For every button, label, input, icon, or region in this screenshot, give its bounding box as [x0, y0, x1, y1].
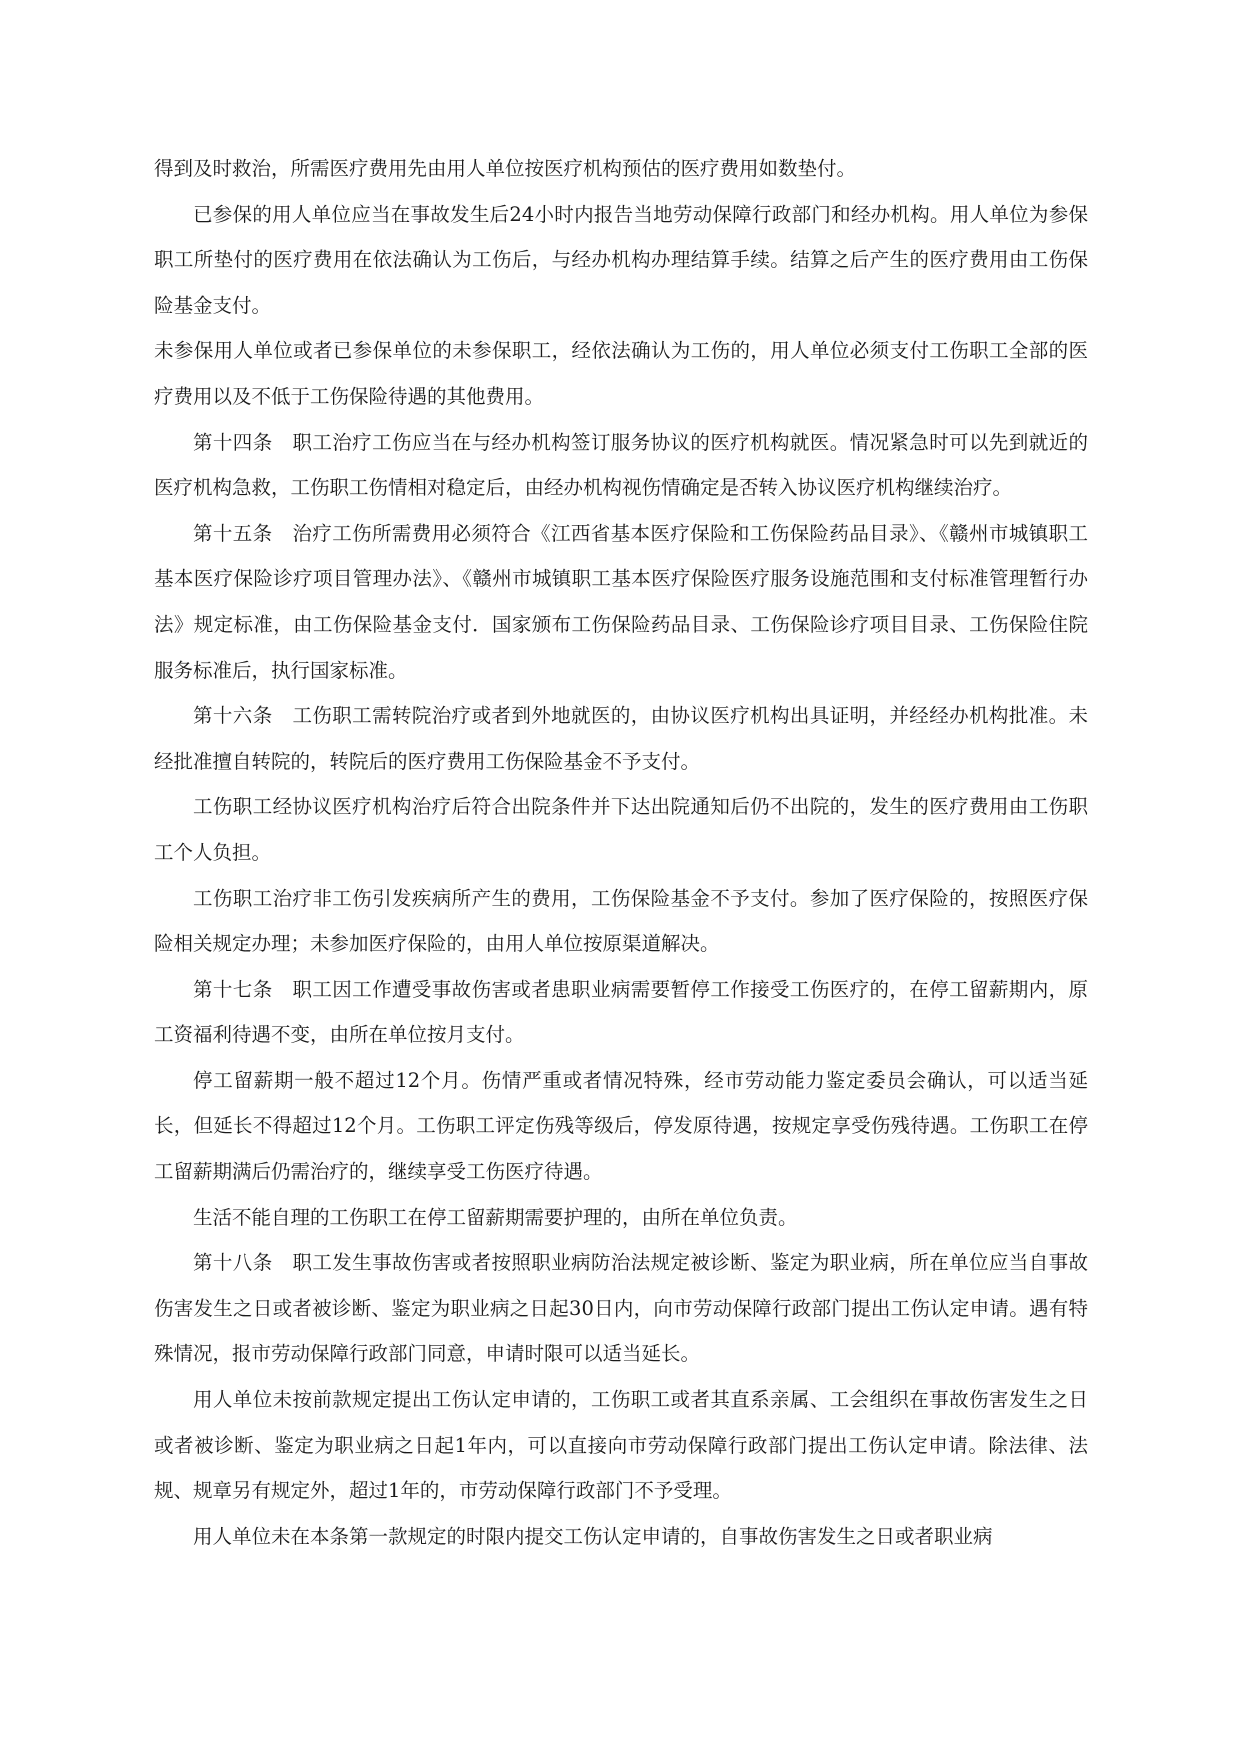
article-18: 第十八条 职工发生事故伤害或者按照职业病防治法规定被诊断、鉴定为职业病，所在单位应当自事故伤害发生之日或者被诊断、鉴定为职业病之日起30日内，向市劳动保障行政部门提出工伤认定申请。遇有特殊情况，报市劳动保障行政部门同意，申请时限可以适当延长。 [154, 1251, 1088, 1366]
paragraph-10: 停工留薪期一般不超过12个月。伤情严重或者情况特殊，经市劳动能力鉴定委员会确认，可以适当延长，但延长不得超过12个月。工伤职工评定伤残等级后，停发原待遇，按规定享受伤残待遇。工伤职工在停工留薪期满后仍需治疗的，继续享受工伤医疗待遇。 [154, 1068, 1088, 1184]
paragraph-2: 已参保的用人单位应当在事故发生后24小时内报告当地劳动保障行政部门和经办机构。用人单位为参保职工所垫付的医疗费用在依法确认为工伤后，与经办机构办理结算手续。结算之后产生的医疗费用由工伤保险基金支付。 [154, 202, 1088, 317]
article-16: 第十六条 工伤职工需转院治疗或者到外地就医的，由协议医疗机构出具证明，并经经办机构批准。未经批准擅自转院的，转院后的医疗费用工伤保险基金不予支付。 [154, 704, 1088, 773]
article-17: 第十七条 职工因工作遭受事故伤害或者患职业病需要暂停工作接受工伤医疗的，在停工留薪期内，原工资福利待遇不变，由所在单位按月支付。 [154, 977, 1088, 1047]
document-page [154, 146, 1088, 1559]
article-15: 第十五条 治疗工伤所需费用必须符合《江西省基本医疗保险和工伤保险药品目录》、《赣州市城镇职工基本医疗保险诊疗项目管理办法》、《赣州市城镇职工基本医疗保险医疗服务设施范围和支付标准管理暂行办法》规定标准，由工伤保险基金支付．国家颁布工伤保险药品目录、工伤保险诊疗项目目录、工伤保险住院服务标准后，执行国家标准。 [154, 521, 1088, 682]
paragraph-1: 得到及时救治，所需医疗费用先由用人单位按医疗机构预估的医疗费用如数垫付。 [154, 157, 857, 180]
paragraph-3: 未参保用人单位或者已参保单位的未参保职工，经依法确认为工伤的，用人单位必须支付工伤职工全部的医疗费用以及不低于工伤保险待遇的其他费用。 [154, 339, 1088, 408]
paragraph-11: 生活不能自理的工伤职工在停工留薪期需要护理的，由所在单位负责。 [193, 1205, 798, 1229]
paragraph-8: 工伤职工治疗非工伤引发疾病所产生的费用，工伤保险基金不予支付。参加了医疗保险的，按照医疗保险相关规定办理；未参加医疗保险的，由用人单位按原渠道解决。 [154, 886, 1088, 956]
paragraph-7: 工伤职工经协议医疗机构治疗后符合出院条件并下达出院通知后仍不出院的，发生的医疗费用由工伤职工个人负担。 [154, 795, 1088, 864]
article-14: 第十四条 职工治疗工伤应当在与经办机构签订服务协议的医疗机构就医。情况紧急时可以先到就近的医疗机构急救，工伤职工伤情相对稳定后，由经办机构视伤情确定是否转入协议医疗机构继续治疗。 [154, 430, 1088, 500]
paragraph-13: 用人单位未按前款规定提出工伤认定申请的，工伤职工或者其直系亲属、工会组织在事故伤害发生之日或者被诊断、鉴定为职业病之日起1年内，可以直接向市劳动保障行政部门提出工伤认定申请。除法律、法规、规章另有规定外，超过1年的，市劳动保障行政部门不予受理。 [154, 1388, 1088, 1503]
paragraph-14: 用人单位未在本条第一款规定的时限内提交工伤认定申请的，自事故伤害发生之日或者职业病 [193, 1524, 993, 1548]
